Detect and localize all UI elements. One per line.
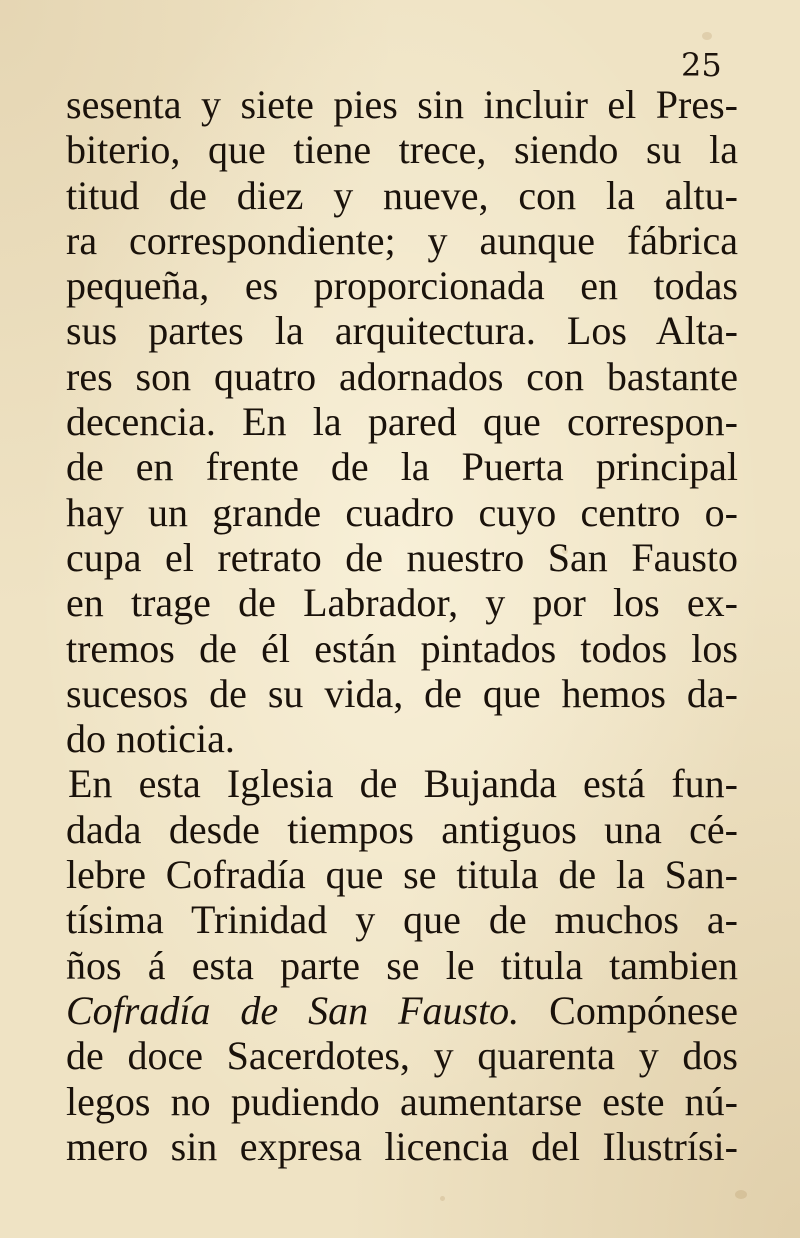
- italic-phrase: Cofradía de San Fausto.: [66, 987, 520, 1033]
- text-line-with-italic: [66, 988, 738, 1033]
- text-line: mero sin expresa licencia del Ilustrísi-: [66, 1123, 738, 1169]
- text-line: hay un grande cuadro cuyo centro o-: [66, 489, 738, 535]
- text-line: de en frente de la Puerta principal: [66, 444, 738, 490]
- text-line: decencia. En la pared que correspon-: [66, 399, 738, 445]
- text-fragment: Compónese: [549, 987, 739, 1033]
- foxing-spot: [735, 1190, 747, 1199]
- text-line: en trage de Labrador, y por los ex-: [66, 580, 738, 626]
- text-line: titud de diez y nueve, con la altu-: [66, 172, 738, 218]
- text-line: res son quatro adornados con bastante: [66, 353, 738, 399]
- text-line: lebre Cofradía que se titula de la San-: [66, 852, 738, 898]
- text-line: legos no pudiendo aumentarse este nú-: [66, 1078, 738, 1124]
- paragraph-start-line: En esta Iglesia de Bujanda está fun-: [68, 761, 738, 807]
- text-line: ra correspondiente; y aunque fábrica: [66, 217, 738, 263]
- body-text: [66, 82, 738, 1169]
- text-line: dada desde tiempos antiguos una cé-: [66, 806, 738, 852]
- text-line: sesenta y siete pies sin incluir el Pres-: [66, 82, 738, 127]
- text-line: ños á esta parte se le titula tambien: [66, 942, 738, 988]
- text-line: tísima Trinidad y que de muchos a-: [66, 897, 738, 943]
- text-line: do noticia.: [66, 716, 235, 762]
- foxing-spot: [702, 32, 712, 40]
- text-line: pequeña, es proporcionada en todas: [66, 263, 738, 309]
- text-line: de doce Sacerdotes, y quarenta y dos: [66, 1033, 738, 1079]
- text-line: biterio, que tiene trece, siendo su la: [66, 127, 738, 173]
- text-line: sus partes la arquitectura. Los Alta-: [66, 308, 738, 354]
- page-number: 25: [681, 46, 722, 84]
- text-line: tremos de él están pintados todos los: [66, 625, 738, 671]
- foxing-spot: [440, 1196, 445, 1201]
- text-line: cupa el retrato de nuestro San Fausto: [66, 534, 738, 580]
- text-line: sucesos de su vida, de que hemos da-: [66, 670, 738, 716]
